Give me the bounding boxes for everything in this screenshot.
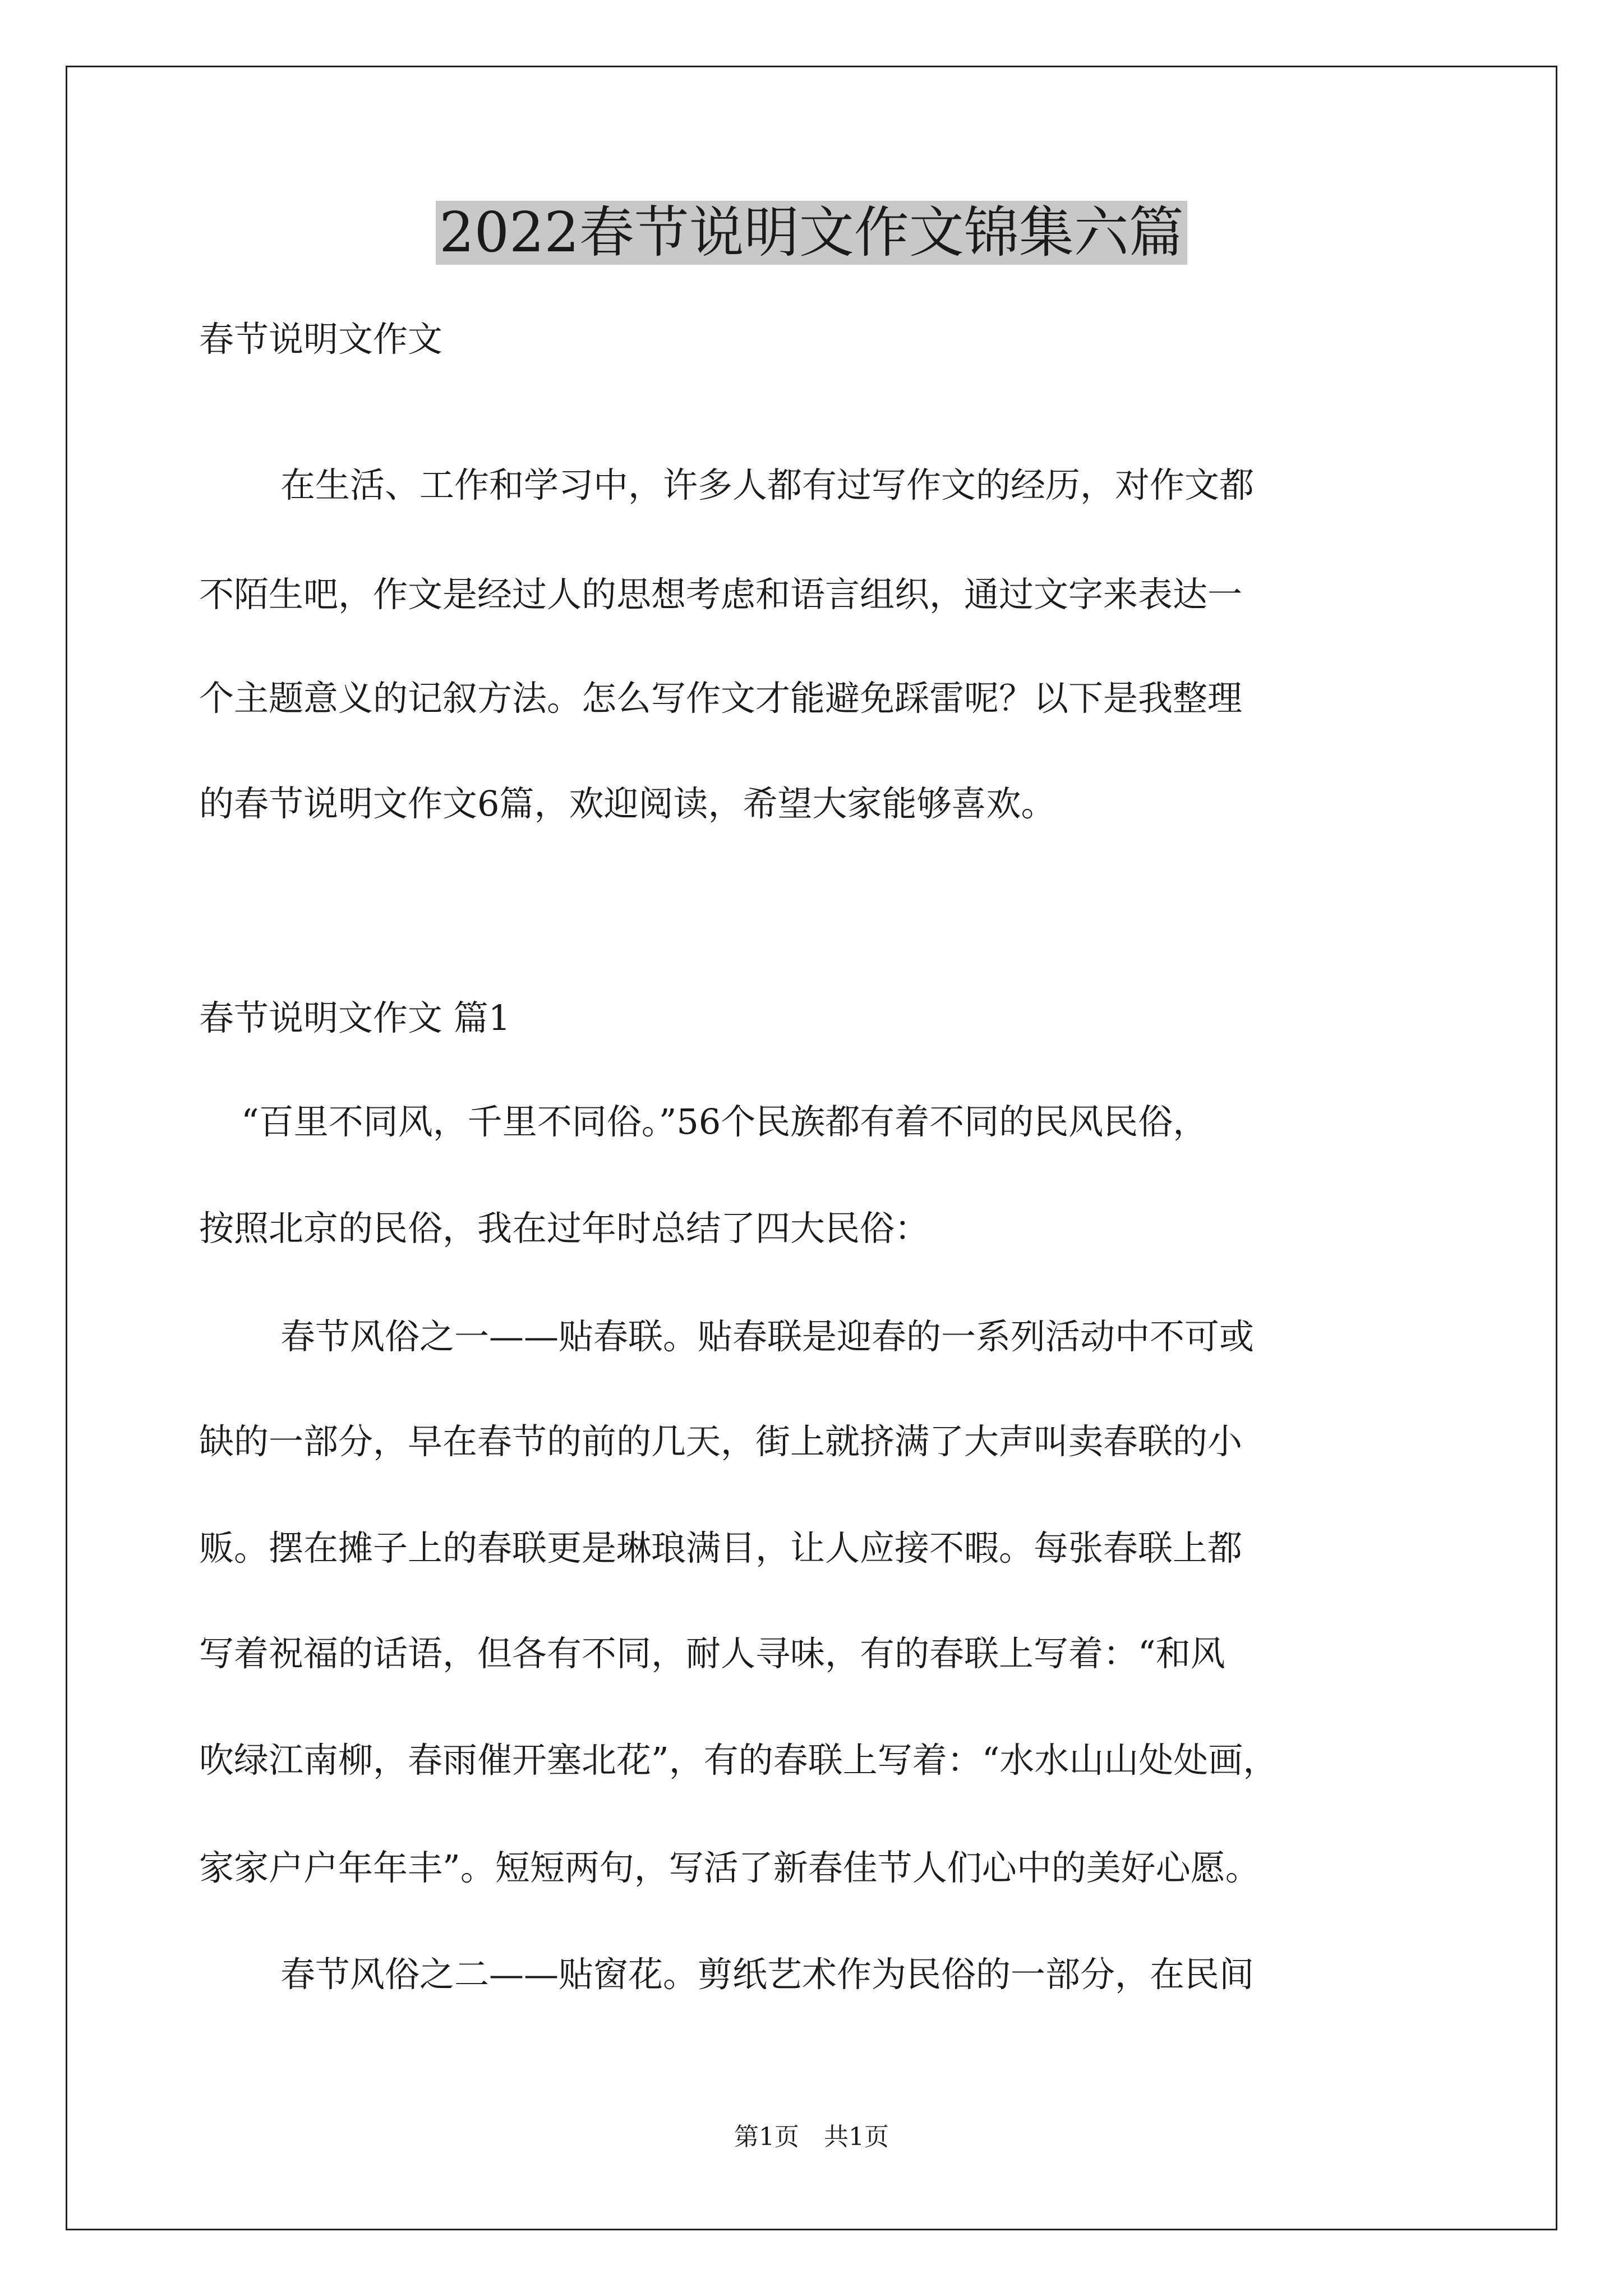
paragraph-line: 缺的一部分，早在春节的前的几天，街上就挤满了大声叫卖春联的小 xyxy=(199,1421,1243,1462)
paragraph-line: 的春节说明文作文6篇，欢迎阅读，希望大家能够喜欢。 xyxy=(199,783,1056,824)
title-text: 2022春节说明文作文锦集六篇 xyxy=(436,201,1187,265)
paragraph-line: 春节风俗之二——贴窗花。剪纸艺术作为民俗的一部分，在民间 xyxy=(280,1954,1255,1995)
page-border xyxy=(66,66,1557,2230)
paragraph-line: “百里不同风，千里不同俗。”56个民族都有着不同的民风民俗， xyxy=(241,1101,1208,1142)
section-heading: 春节说明文作文 篇1 xyxy=(199,997,511,1038)
paragraph-line: 吹绿江南柳，春雨催开塞北花”，有的春联上写着：“水水山山处处画， xyxy=(199,1740,1278,1780)
page-number-footer: 第1页 共1页 xyxy=(734,2123,889,2151)
paragraph-line: 贩。摆在摊子上的春联更是琳琅满目，让人应接不暇。每张春联上都 xyxy=(199,1527,1243,1568)
paragraph-line: 在生活、工作和学习中，许多人都有过写作文的经历，对作文都 xyxy=(280,464,1255,505)
paragraph-line: 春节风俗之一——贴春联。贴春联是迎春的一系列活动中不可或 xyxy=(280,1316,1255,1357)
document-title xyxy=(0,196,1623,269)
paragraph-line: 不陌生吧，作文是经过人的思想考虑和语言组织，通过文字来表达一 xyxy=(199,574,1243,615)
paragraph-line: 写着祝福的话语，但各有不同，耐人寻味，有的春联上写着：“和风 xyxy=(199,1633,1225,1674)
paragraph-line: 按照北京的民俗，我在过年时总结了四大民俗： xyxy=(199,1208,930,1249)
paragraph-line: 个主题意义的记叙方法。怎么写作文才能避免踩雷呢？以下是我整理 xyxy=(199,678,1243,719)
paragraph-line: 家家户户年年丰”。短短两句，写活了新春佳节人们心中的美好心愿。 xyxy=(199,1847,1260,1888)
section-heading: 春节说明文作文 xyxy=(199,319,443,360)
